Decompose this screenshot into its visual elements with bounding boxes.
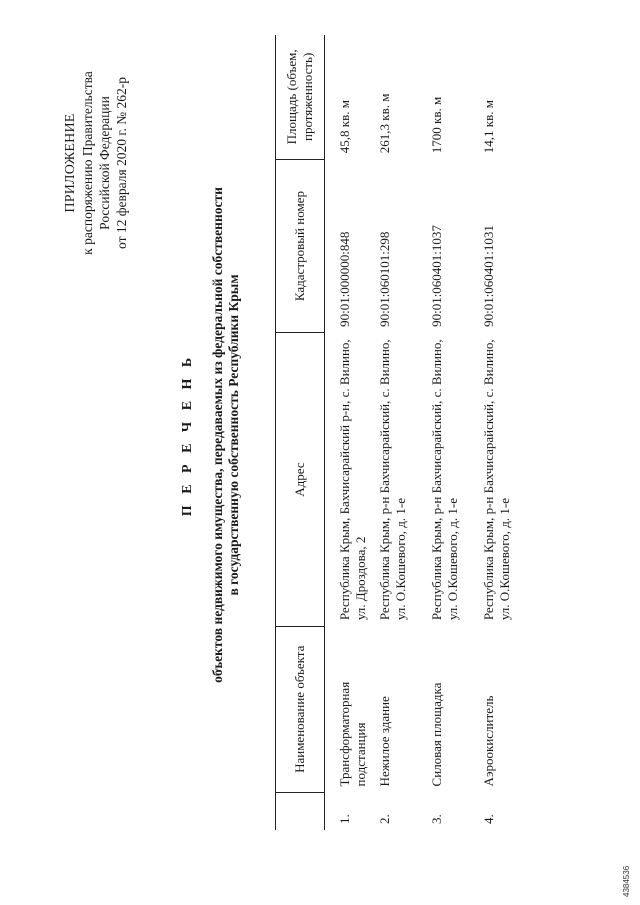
appendix-line-1: к распоряжению Правительства [80, 71, 95, 255]
document-code: 4384536 [622, 865, 631, 897]
row-area: 1700 кв. м [429, 96, 444, 154]
header-number [276, 792, 325, 830]
property-table [275, 35, 533, 830]
row-name: Аэроокислитель [481, 695, 496, 787]
appendix-block [62, 43, 130, 283]
appendix-line-2: Российской Федерации [97, 96, 112, 230]
row-area: 14,1 кв. м [481, 100, 496, 154]
title-line-2: в государственную собственность Республики Крым [226, 274, 241, 596]
row-name: Трансформаторная подстанция [337, 681, 368, 787]
table-row [377, 35, 429, 830]
row-name: Силовая площадка [429, 682, 444, 787]
row-address: Республика Крым, р-н Бахчисарайский, с. Вилино, ул. О.Кошевого, д. 1-е [481, 339, 512, 621]
appendix-heading: ПРИЛОЖЕНИЕ [63, 113, 78, 213]
row-name: Нежилое здание [377, 696, 392, 787]
row-number: 1. [337, 814, 352, 824]
row-address: Республика Крым, р-н Бахчисарайский, с. Вилино, ул. О.Кошевого, д. 1-е [429, 339, 460, 621]
document-title [180, 115, 242, 755]
row-address: Республика Крым, Бахчисарайский р-н, с. Вилино, ул. Дроздова, 2 [337, 339, 368, 621]
header-name: Наименование объекта [276, 626, 325, 792]
row-area: 45,8 кв. м [337, 100, 352, 154]
header-address: Адрес [276, 333, 325, 626]
row-number: 2. [377, 814, 392, 824]
row-cadastral: 90:01:060401:1037 [429, 225, 444, 327]
row-cadastral: 90:01:000000:848 [337, 231, 352, 327]
table-row [481, 35, 533, 830]
table-row [429, 35, 481, 830]
row-area: 261,3 кв. м [377, 93, 392, 154]
row-cadastral: 90:01:060101:298 [377, 231, 392, 327]
title-line-1: объектов недвижимого имущества, передаваемых из федеральной собственности [210, 187, 225, 683]
header-cadastral: Кадастровый номер [276, 159, 325, 333]
row-address: Республика Крым, р-н Бахчисарайский, с. Вилино, ул. О.Кошевого, д. 1-е [377, 339, 408, 621]
table-header-row [276, 35, 325, 830]
row-cadastral: 90:01:060401:1031 [481, 225, 496, 327]
title-heading: П Е Р Е Ч Е Н Ь [180, 353, 195, 517]
appendix-line-3: от 12 февраля 2020 г. № 262-р [114, 77, 129, 249]
row-number: 4. [481, 814, 496, 824]
header-area: Площадь (объем, протяженность) [276, 35, 325, 159]
table-row [325, 35, 378, 830]
row-number: 3. [429, 814, 444, 824]
